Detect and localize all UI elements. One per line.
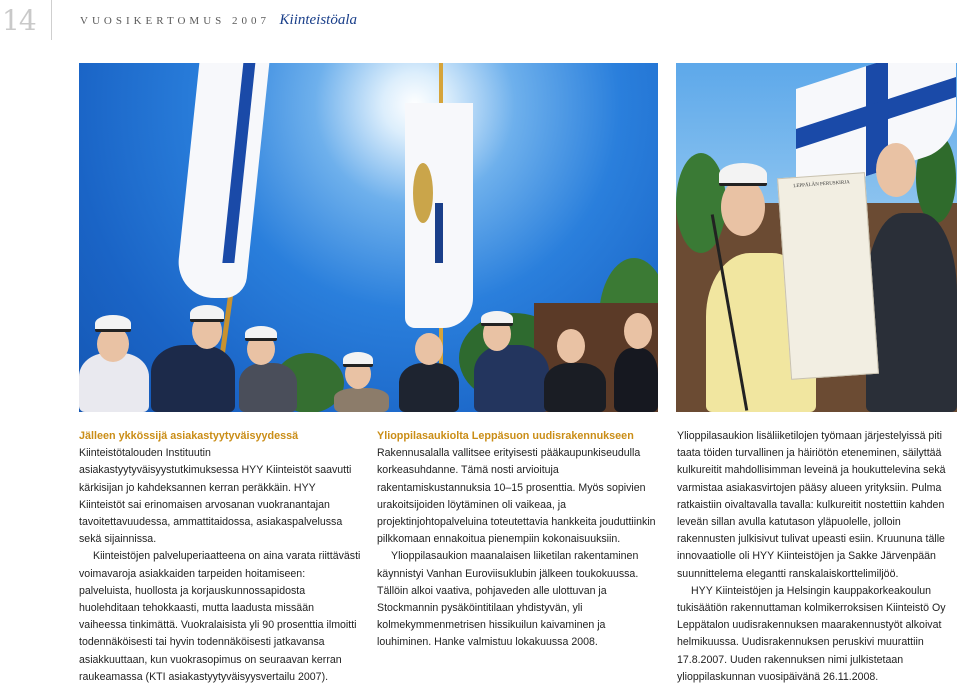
page-number: 14: [2, 4, 36, 37]
person-head: [876, 143, 916, 197]
student-cap: [719, 163, 767, 186]
person: [239, 363, 297, 412]
person: [151, 345, 235, 412]
paragraph: Kiinteistötalouden Instituutin asiakastyytyväisyystutkimuksessa HYY Kiinteistöt saavutti kärkisijan jo kahdeksannen kerran peräkkäin. HYY Kiinteistöt sai erinomaisen arvosanan vuokranantajan tavoitettavuudessa, ammattitaidossa, asiakaspalvelussa sekä sijainnissa.: [79, 447, 352, 546]
paragraph: Ylioppilasaukion lisäliiketilojen työmaan järjestelyissä piti taata töiden turvallinen ja häiriötön eteneminen, säilyttää kulkureitit mahdollisimman leveinä ja houkuttelevina sekä varmistaa asiakasvirtojen pääsy alueen yrityksiin. Pulma ratkaistiin oivaltavalla tavalla: kulkureitit nostettiin kahden leveän sillan avulla katutason yläpuolelle, jolloin rakennusten julkisivut tulivat upeasti esiin. Kruununa tälle innovaatiolle oli HYY Kiinteistöjen ja Sakke Järvenpään suunnittelema elegantti ranskalaiskorttelimiljöö.: [677, 430, 946, 580]
text-column-3: [677, 428, 951, 686]
tree: [676, 153, 726, 253]
person: [399, 363, 459, 412]
text-column-2: [377, 428, 659, 652]
charter-title: LEPPÄLÄN PERUSKIRJA: [793, 180, 850, 190]
text-column-1: [79, 428, 361, 686]
paragraph: Rakennusalalla vallitsee erityisesti pääkaupunkiseudulla korkeasuhdanne. Tämä nosti arvioituja rakentamiskustannuksia 10–15 prosenttia. Myös sopivien urakoitsijoiden löytäminen oli vaikeaa, ja projektinjohtopalveluina toteutettavia hankkeita jouduttiinkin pilkkomaan ennakoitua pienempiin kokonaisuuksiin.: [377, 447, 656, 546]
person-head: [721, 178, 765, 236]
report-title: VUOSIKERTOMUS 2007: [80, 15, 271, 27]
person: [614, 348, 658, 412]
person-head: [557, 329, 585, 363]
student-cap: [343, 352, 373, 367]
person-head: [415, 333, 443, 365]
finnish-flag: [175, 63, 270, 298]
paragraph: Kiinteistöjen palveluperiaatteena on aina varata riittävästi voimavaroja asiakkaiden tarpeiden hoitamiseen: palveluista, huollosta ja korjauskunnossapidosta huolehditaan tehokkaasti, mutta laadusta missään vaiheessa tinkimättä. Vuokralaisista yli 90 prosenttia ilmoitti todennäköisesti tai hyvin todennäköisesti jatkavansa asiakkuuttaan, kun vuokrasopimus on seuraavan kerran raukeamassa (KTI asiakastyytyväisyysvertailu 2007).: [79, 550, 361, 683]
column-heading: Ylioppilasaukiolta Leppäsuon uudisrakennukseen: [377, 430, 634, 442]
student-union-flag: [405, 103, 473, 328]
paragraph: HYY Kiinteistöjen ja Helsingin kauppakorkeakoulun tukisäätiön rakennuttaman kolmikerroksisen Kiinteistö Oy Leppätalon uudisrakennuksen maarakennustyöt alkoivat helmikuussa. Uudisrakennuksen peruskivi muurattiin 17.8.2007. Uuden rakennuksen nimi julkistetaan ylioppilaskunnan vuosipäivänä 26.11.2008.: [677, 584, 946, 683]
photo-charter: [676, 63, 957, 412]
person: [866, 213, 957, 412]
person-head: [624, 313, 652, 349]
person: [474, 345, 549, 412]
person: [544, 363, 606, 412]
student-cap: [95, 315, 131, 332]
person: [334, 388, 389, 412]
column-heading: Jälleen ykkössijä asiakastyytyväisyydessä: [79, 430, 299, 442]
running-header: [80, 12, 357, 29]
student-cap: [481, 311, 513, 326]
photo-students-flags: [79, 63, 658, 412]
student-cap: [245, 326, 277, 341]
paragraph: Ylioppilasaukion maanalaisen liiketilan rakentaminen käynnistyi Vanhan Euroviisuklubin jälkeen toukokuussa. Tällöin alkoi vaativa, pohjaveden alle ulottuvan ja Stockmannin pysäköintitilaan yhdistyvän, yli kolmekymmenmetrisen hissikuilun kaivaminen ja louhiminen. Hanke valmistuu lokakuussa 2008.: [377, 550, 639, 649]
section-title: Kiinteistöala: [279, 12, 358, 28]
student-cap: [190, 305, 224, 322]
header-divider: [51, 0, 52, 40]
charter-document: [777, 172, 879, 380]
